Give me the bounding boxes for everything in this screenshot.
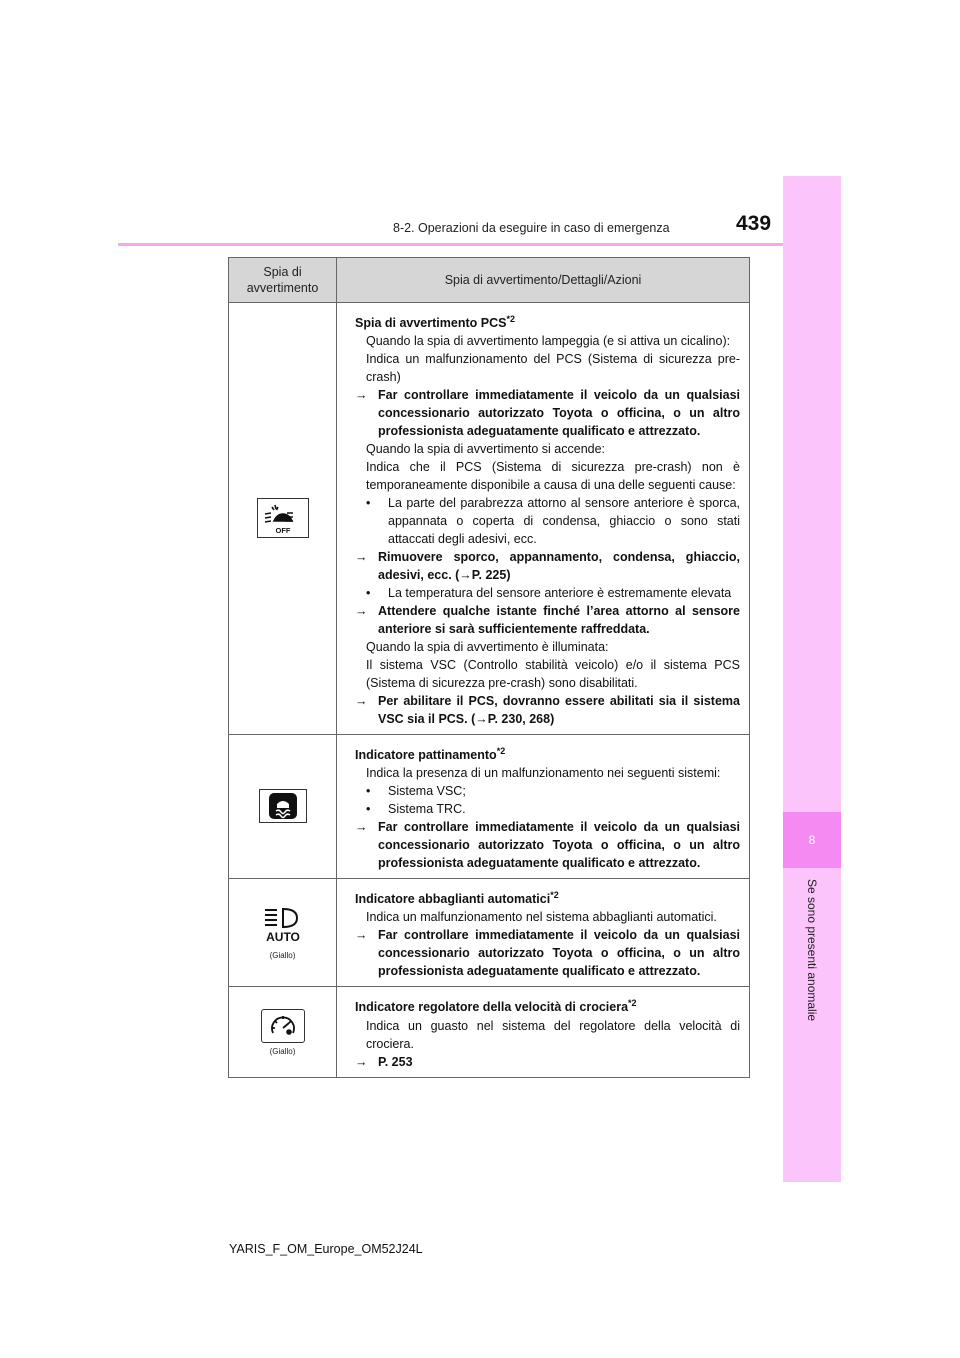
col-header-details: Spia di avvertimento/Dettagli/Azioni [337, 258, 750, 303]
page-number: 439 [736, 212, 772, 235]
col-header-light: Spia di avvertimento [229, 258, 337, 303]
paragraph: Il sistema VSC (Controllo stabilità veicolo) e/o il sistema PCS (Sistema di sicurezza pre-crash) sono disabilitati. [366, 658, 740, 691]
cruise-control-icon [261, 1009, 305, 1043]
row-title: Indicatore abbaglianti automatici$^{*2}$ [355, 890, 559, 907]
icon-caption: (Giallo) [269, 1046, 296, 1056]
row-description [337, 987, 750, 1077]
pcs-off-icon [257, 498, 309, 538]
row-title: Indicatore regolatore della velocità di crociera$^{*2}$ [355, 998, 637, 1015]
table-row [229, 303, 750, 735]
warning-light-table [228, 257, 750, 1078]
icon-caption: (Giallo) [269, 951, 296, 961]
row-description [337, 303, 750, 735]
paragraph: Indica un malfunzionamento nel sistema abbaglianti automatici. [366, 910, 717, 925]
paragraph: Indica un guasto nel sistema del regolatore della velocità di crociera. [366, 1018, 740, 1051]
bullet-icon: • [366, 784, 371, 799]
arrow-icon: → [355, 1054, 368, 1069]
icon-cell [229, 735, 337, 879]
table-row [229, 735, 750, 879]
icon-cell [229, 987, 337, 1077]
paragraph: Quando la spia di avvertimento è illuminata: [366, 640, 609, 655]
paragraph: Quando la spia di avvertimento lampeggia (e si attiva un cicalino): [366, 334, 731, 349]
table-row [229, 879, 750, 987]
document-code: YARIS_F_OM_Europe_OM52J24L [229, 1242, 423, 1256]
row-title: Spia di avvertimento PCS$^{*2}$ [355, 314, 515, 331]
arrow-icon: → [355, 550, 368, 565]
side-thumb-band [783, 176, 841, 1182]
header-rule [118, 243, 783, 246]
arrow-icon: → [355, 928, 368, 943]
arrow-icon: → [355, 694, 368, 709]
paragraph: Quando la spia di avvertimento si accende: [366, 442, 606, 457]
svg-text:AUTO: AUTO [265, 930, 300, 944]
chapter-number: 8 [808, 833, 816, 847]
arrow-icon: → [355, 388, 368, 403]
bullet-icon: • [366, 586, 371, 601]
svg-text:OFF: OFF [275, 525, 290, 535]
bullet-item: • Sistema VSC; [366, 784, 466, 799]
action-item: → Attendere qualche istante finché l’area attorno al sensore anteriore si sarà sufficientemente raffreddata. [355, 604, 740, 637]
table-row [229, 987, 750, 1077]
arrow-icon: → [355, 820, 368, 835]
bullet-item: • La parte del parabrezza attorno al sensore anteriore è sporca, appannata o coperta di condensa, ghiaccio o sono stati attaccati degli adesivi, ecc. [366, 496, 740, 547]
paragraph: Indica la presenza di un malfunzionamento nei seguenti sistemi: [366, 766, 721, 781]
bullet-icon: • [366, 496, 371, 511]
chapter-tab[interactable] [783, 812, 841, 868]
paragraph: Indica che il PCS (Sistema di sicurezza pre-crash) non è temporaneamente disponibile a causa di una delle seguenti cause: [366, 460, 740, 493]
action-item: → Far controllare immediatamente il veicolo da un qualsiasi concessionario autorizzato Toyota o officina, o un altro professionista adeguatamente qualificato e attrezzato. [355, 820, 740, 871]
icon-cell [229, 879, 337, 987]
auto-high-beam-icon [259, 905, 307, 943]
paragraph: Indica un malfunzionamento del PCS (Sistema di sicurezza pre-crash) [366, 352, 740, 385]
action-item: → Far controllare immediatamente il veicolo da un qualsiasi concessionario autorizzato Toyota o officina, o un altro professionista adeguatamente qualificato e attrezzato. [355, 388, 740, 439]
section-title: 8-2. Operazioni da eseguire in caso di emergenza [393, 221, 670, 235]
table-header-row [229, 258, 750, 303]
action-item: → Per abilitare il PCS, dovranno essere abilitati sia il sistema VSC sia il PCS. (→P. 230, 268) [355, 694, 740, 727]
action-item: → Far controllare immediatamente il veicolo da un qualsiasi concessionario autorizzato Toyota o officina, o un altro professionista adeguatamente qualificato e attrezzato. [355, 928, 740, 979]
bullet-item: • La temperatura del sensore anteriore è estremamente elevata [366, 586, 732, 601]
icon-cell [229, 303, 337, 735]
bullet-icon: • [366, 802, 371, 817]
arrow-icon: → [355, 604, 368, 619]
row-description [337, 735, 750, 879]
slip-indicator-icon [259, 789, 307, 823]
action-item: → P. 253 [355, 1054, 413, 1069]
chapter-label: Se sono presenti anomalie [805, 878, 819, 1022]
row-title: Indicatore pattinamento$^{*2}$ [355, 746, 506, 763]
bullet-item: • Sistema TRC. [366, 802, 466, 817]
action-item: → Rimuovere sporco, appannamento, condensa, ghiaccio, adesivi, ecc. (→P. 225) [355, 550, 740, 583]
row-description [337, 879, 750, 987]
